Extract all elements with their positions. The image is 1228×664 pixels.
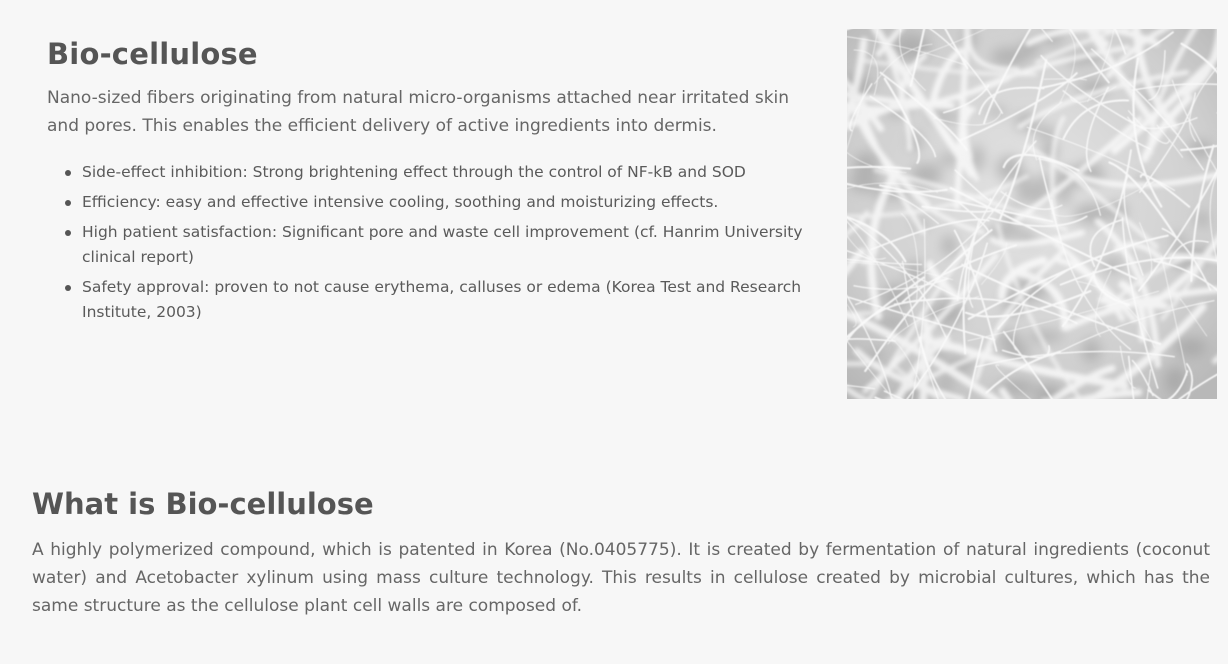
feature-list [47, 160, 827, 325]
bullet-icon [65, 200, 71, 206]
list-item-text: High patient satisfaction: Significant pore and waste cell improvement (cf. Hanrim University clinical report) [82, 223, 803, 266]
fiber-texture-svg [847, 29, 1217, 399]
list-item-text: Efficiency: easy and effective intensive cooling, soothing and moisturizing effects. [82, 193, 719, 211]
bullet-icon [65, 285, 71, 291]
list-item [82, 220, 817, 270]
description-paragraph: A highly polymerized compound, which is patented in Korea (No.0405775). It is created by fermentation of natural ingredients (coconut water) and Acetobacter xylinum using mass culture technology. This results in cellulose created by microbial cultures, which has the same structure as the cellulose plant cell walls are composed of. [32, 540, 1210, 616]
section-title: What is Bio-cellulose [32, 487, 374, 521]
bullet-icon [65, 230, 71, 236]
list-item-text: Safety approval: proven to not cause erythema, calluses or edema (Korea Test and Research Institute, 2003) [82, 278, 802, 321]
list-item [82, 275, 817, 325]
what-is-section [32, 484, 1210, 620]
bio-cellulose-section [47, 34, 827, 330]
bullet-icon [65, 170, 71, 176]
intro-paragraph: Nano-sized fibers originating from natural micro-organisms attached near irritated skin and pores. This enables the efficient delivery of active ingredients into dermis. [47, 88, 790, 136]
list-item-text: Side-effect inhibition: Strong brightening effect through the control of NF-kB and SOD [82, 163, 746, 181]
list-item [82, 160, 817, 185]
section-title: Bio-cellulose [47, 37, 258, 71]
cellulose-fiber-image [847, 29, 1217, 399]
list-item [82, 190, 817, 215]
